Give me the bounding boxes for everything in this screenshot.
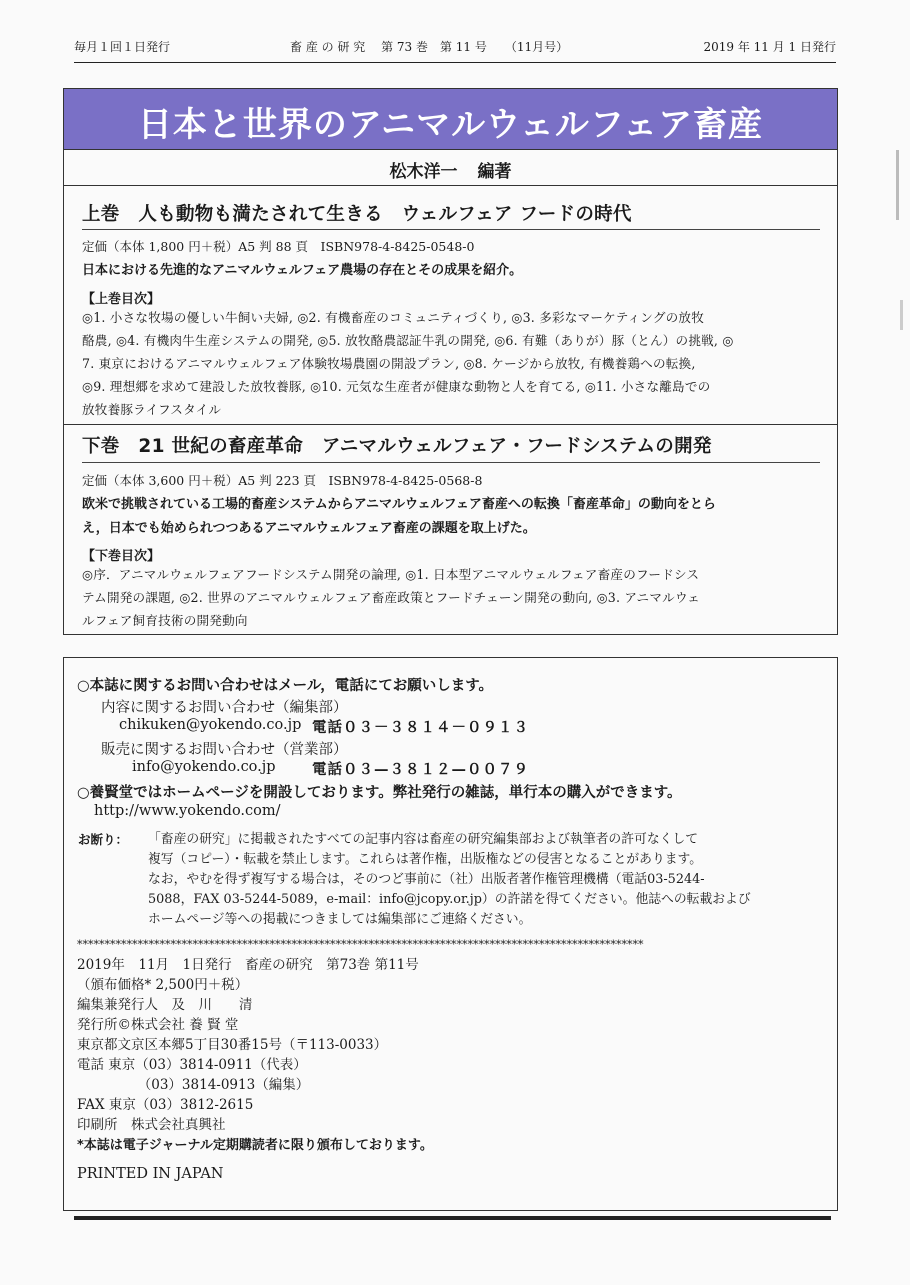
contact-heading: ○本誌に関するお問い合わせはメール，電話にてお願いします。 (77, 678, 494, 694)
vol2-toc (82, 563, 824, 632)
vol1-title-rule (82, 229, 820, 230)
vol2-description (82, 493, 822, 541)
scan-edge-mark (896, 150, 899, 220)
info-box (63, 657, 838, 1211)
toc-line: テム開発の課題, ◎2. 世界のアニマルウェルフェア畜産政策とフードチェーン開発の動向, ◎3. アニマルウェ (82, 590, 701, 605)
colophon-line: 編集兼発行人 及 川 清 (77, 997, 253, 1013)
sales-email[interactable]: info@yokendo.co.jp (132, 759, 276, 775)
distribution-note: *本誌は電子ジャーナル定期購読者に限り頒布しております。 (77, 1138, 433, 1153)
sales-label: 販売に関するお問い合わせ（営業部） (101, 742, 348, 758)
footer-rule (74, 1216, 831, 1220)
notice-line: ホームページ等への掲載につきましては編集部にご連絡ください。 (148, 912, 532, 927)
colophon-line: 2019年 11月 1日発行 畜産の研究 第73巻 第11号 (77, 957, 419, 973)
toc-line: ◎序．アニマルウェルフェアフードシステム開発の論理, ◎1. 日本型アニマルウェルフェア畜産のフードシス (82, 567, 700, 582)
colophon-line: FAX 東京（03）3812-2615 (77, 1097, 254, 1113)
header-rule (74, 62, 836, 63)
printed-in-japan: PRINTED IN JAPAN (77, 1166, 224, 1182)
homepage-heading: ○養賢堂ではホームページを開設しております。弊社発行の雑誌，単行本の購入ができます。 (77, 785, 682, 801)
page-header (74, 38, 836, 60)
toc-line: 放牧養豚ライフスタイル (82, 402, 222, 417)
colophon-line: 印刷所 株式会社真興社 (77, 1117, 226, 1133)
colophon-line: （03）3814-0913（編集） (77, 1077, 310, 1093)
author-rule (64, 185, 837, 186)
notice-line: 5088，FAX 03-5244-5089，e-mail：info@jcopy.or.jp）の許諾を得てください。他誌への転載および (148, 892, 751, 907)
vol2-top-rule (64, 424, 837, 425)
toc-line: 7. 東京におけるアニマルウェルフェア体験牧場農園の開設プラン, ◎8. ケージから放牧, 有機養鶏への転換, (82, 356, 696, 371)
editorial-email[interactable]: chikuken@yokendo.co.jp (119, 717, 302, 733)
notice-line: 複写（コピー）・転載を禁止します。これらは著作権，出版権などの侵害となることがあります。 (148, 852, 703, 867)
notice-text (148, 830, 820, 930)
editorial-label: 内容に関するお問い合わせ（編集部） (101, 700, 348, 716)
vol1-price: 定価（本体 1,800 円＋税）A5 判 88 頁 ISBN978-4-8425-0548-0 (82, 239, 475, 254)
editorial-phone: 電話０３－３８１４－０９１３ (312, 720, 529, 736)
vol1-description: 日本における先進的なアニマルウェルフェア農場の存在とその成果を紹介。 (82, 263, 523, 278)
notice-label: お断り： (78, 832, 129, 847)
colophon-line: 発行所©株式会社 養 賢 堂 (77, 1017, 239, 1033)
star-separator: ******************************************************************************************************* (77, 938, 644, 951)
desc-line: 欧米で挑戦されている工場的畜産システムからアニマルウェルフェア畜産への転換「畜産革命」の動向をとら (82, 497, 716, 512)
ad-title: 日本と世界のアニマルウェルフェア畜産 (137, 105, 764, 145)
issue-frequency: 毎月１回１日発行 (74, 40, 171, 54)
toc-line: 酪農, ◎4. 有機肉牛生産システムの開発, ◎5. 放牧酪農認証牛乳の開発, ◎6. 有難（ありが）豚（とん）の挑戦, ◎ (82, 333, 734, 348)
toc-line: ◎9. 理想郷を求めて建設した放牧養豚, ◎10. 元気な生産者が健康な動物と人を育てる, ◎11. 小さな離島での (82, 379, 711, 394)
vol1-title: 上巻 人も動物も満たされて生きる ウェルフェア フードの時代 (82, 204, 632, 225)
ad-author: 松木洋一 編著 (389, 162, 512, 182)
colophon-line: （頒布価格* 2,500円＋税） (77, 977, 249, 993)
ad-title-band (64, 89, 837, 150)
vol2-title-rule (82, 462, 820, 463)
toc-line: ◎1. 小さな牧場の優しい牛飼い夫婦, ◎2. 有機畜産のコミュニティづくり, ◎3. 多彩なマーケティングの放牧 (82, 310, 705, 325)
notice-line: 「畜産の研究」に掲載されたすべての記事内容は畜産の研究編集部および執筆者の許可なくして (148, 832, 699, 847)
vol2-title: 下巻 21 世紀の畜産革命 アニマルウェルフェア・フードシステムの開発 (82, 436, 712, 457)
toc-line: ルフェア飼育技術の開発動向 (82, 613, 248, 628)
colophon (77, 955, 419, 1135)
book-advertisement (63, 88, 838, 635)
notice-line: なお，やむを得ず複写する場合は，そのつど事前に（社）出版者著作権管理機構（電話03-5244- (148, 872, 705, 887)
vol2-price: 定価（本体 3,600 円＋税）A5 判 223 頁 ISBN978-4-8425-0568-8 (82, 473, 483, 488)
vol1-toc-heading: 【上巻目次】 (82, 292, 161, 307)
journal-issue: 畜 産 の 研 究 第 73 巻 第 11 号 （11月号） (290, 40, 569, 54)
homepage-url[interactable]: http://www.yokendo.com/ (94, 803, 281, 819)
vol2-toc-heading: 【下巻目次】 (82, 549, 161, 564)
vol1-toc (82, 306, 824, 421)
sales-phone: 電話０３—３８１２—００７９ (312, 762, 529, 778)
colophon-line: 東京都文京区本郷5丁目30番15号（〒113-0033） (77, 1037, 388, 1053)
issue-date: 2019 年 11 月 1 日発行 (703, 40, 836, 54)
desc-line: え，日本でも始められつつあるアニマルウェルフェア畜産の課題を取上げた。 (82, 521, 536, 536)
colophon-line: 電話 東京（03）3814-0911（代表） (77, 1057, 307, 1073)
scan-edge-mark (900, 300, 903, 330)
